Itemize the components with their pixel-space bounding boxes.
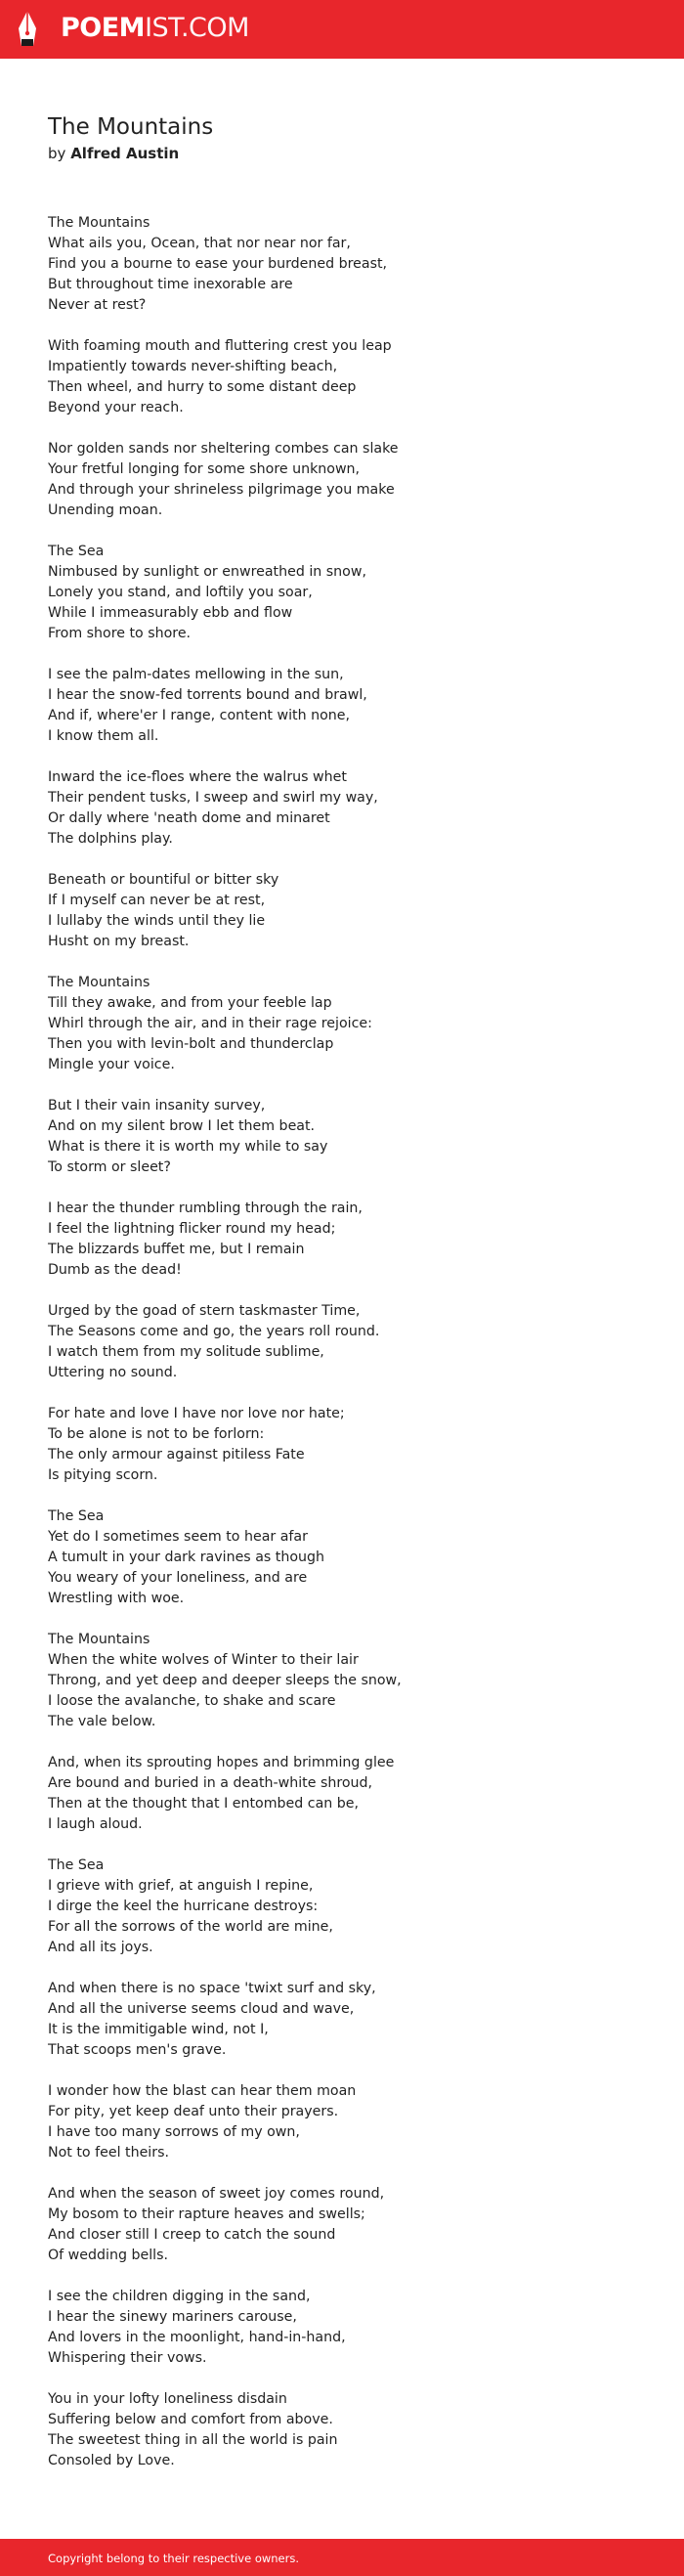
poem-line: I loose the avalanche, to shake and scare: [48, 1693, 336, 1709]
poem-line: My bosom to their rapture heaves and swells;: [48, 2206, 365, 2222]
poem-stanza: [48, 1096, 634, 1178]
brand-light: IST.COM: [145, 13, 249, 43]
poem-line: With foaming mouth and fluttering crest you leap: [48, 338, 392, 354]
poem-line: For all the sorrows of the world are mine,: [48, 1919, 333, 1935]
poem-line: And if, where'er I range, content with none,: [48, 708, 351, 723]
poem-stanza: [48, 2081, 634, 2163]
poem-stanza: [48, 1404, 634, 1486]
poem-stanza: [48, 439, 634, 521]
poem-line: Throng, and yet deep and deeper sleeps the snow,: [48, 1673, 402, 1688]
poem-line: Then you with levin-bolt and thunderclap: [48, 1036, 334, 1052]
poem-line: But throughout time inexorable are: [48, 277, 293, 292]
poem-line: For pity, yet keep deaf unto their prayers.: [48, 2104, 339, 2119]
poem-stanza: [48, 1630, 634, 1732]
poem-line: It is the immitigable wind, not I,: [48, 2022, 269, 2037]
copyright-text: Copyright belong to their respective owners.: [48, 2552, 300, 2565]
poem-stanza: [48, 1301, 634, 1383]
poem-line: Your fretful longing for some shore unknown,: [48, 461, 361, 477]
poem-line: And all its joys.: [48, 1940, 153, 1955]
poem-title: The Mountains: [48, 114, 214, 140]
poem-line: I laugh aloud.: [48, 1816, 143, 1832]
poem-line: And when there is no space 'twixt surf and sky,: [48, 1981, 376, 1996]
poem-line: If I myself can never be at rest,: [48, 893, 266, 908]
poem-stanza: [48, 973, 634, 1075]
poem-line: While I immeasurably ebb and flow: [48, 605, 293, 621]
poem-line: Mingle your voice.: [48, 1057, 175, 1072]
poem-stanza: [48, 1506, 634, 1609]
poem-line: Then at the thought that I entombed can be,: [48, 1796, 360, 1812]
poem-line: Their pendent tusks, I sweep and swirl my way,: [48, 790, 378, 806]
poem-line: I know them all.: [48, 728, 159, 744]
poem-line: Wrestling with woe.: [48, 1591, 185, 1606]
poem-line: I have too many sorrows of my own,: [48, 2124, 300, 2140]
poem-line: The dolphins play.: [48, 831, 173, 847]
poem-line: I wonder how the blast can hear them moan: [48, 2083, 357, 2099]
poem-stanza: [48, 336, 634, 418]
poem-line: The blizzards buffet me, but I remain: [48, 1242, 305, 1257]
site-header: [0, 0, 684, 59]
poem-line: For hate and love I have nor love nor hate;: [48, 1406, 345, 1421]
poem-line: Till they awake, and from your feeble lap: [48, 995, 332, 1011]
poem-line: Suffering below and comfort from above.: [48, 2412, 333, 2427]
poem-stanza: [48, 2287, 634, 2369]
poem-stanza: [48, 1856, 634, 1958]
poem-stanza: [48, 1199, 634, 1281]
poem-line: I grieve with grief, at anguish I repine,: [48, 1878, 314, 1894]
poem-line: The Mountains: [48, 975, 150, 990]
poem-line: The Sea: [48, 544, 105, 559]
poem-line: Nor golden sands nor sheltering combes can slake: [48, 441, 399, 457]
poem-line: Lonely you stand, and loftily you soar,: [48, 585, 313, 600]
poem-line: And when the season of sweet joy comes round,: [48, 2186, 385, 2202]
poem-line: I hear the sinewy mariners carouse,: [48, 2309, 297, 2325]
poem-line: I hear the snow-fed torrents bound and brawl,: [48, 687, 367, 703]
poem-line: I dirge the keel the hurricane destroys:: [48, 1899, 319, 1914]
poem-line: Dumb as the dead!: [48, 1262, 182, 1278]
brand-bold: POEM: [61, 13, 146, 43]
poem-stanza: [48, 1753, 634, 1835]
poem-line: I see the palm-dates mellowing in the sun,: [48, 667, 344, 682]
poem-line: The Mountains: [48, 215, 150, 231]
poem-line: That scoops men's grave.: [48, 2042, 227, 2058]
poem-line: And, when its sprouting hopes and brimming glee: [48, 1755, 395, 1770]
poem-stanza: [48, 2184, 634, 2266]
poem-line: And closer still I creep to catch the sound: [48, 2227, 336, 2243]
pen-nib-icon: [17, 9, 38, 48]
site-logo-text: [61, 14, 249, 43]
poem-line: Beneath or bountiful or bitter sky: [48, 872, 279, 888]
poem-line: Find you a bourne to ease your burdened breast,: [48, 256, 388, 272]
poem-stanza: [48, 2389, 634, 2471]
poem-line: The Sea: [48, 1508, 105, 1524]
poem-line: Inward the ice-floes where the walrus whet: [48, 769, 347, 785]
poem-line: Of wedding bells.: [48, 2248, 168, 2263]
poem-line: Is pitying scorn.: [48, 1467, 158, 1483]
author-name: Alfred Austin: [70, 145, 180, 162]
poem-line: Whirl through the air, and in their rage rejoice:: [48, 1016, 372, 1031]
byline: [48, 144, 179, 163]
poem-line: A tumult in your dark ravines as though: [48, 1550, 325, 1565]
poem-line: I lullaby the winds until they lie: [48, 913, 266, 929]
poem-line: I hear the thunder rumbling through the rain,: [48, 1201, 363, 1216]
poem-line: The vale below.: [48, 1714, 156, 1729]
poem-line: Whispering their vows.: [48, 2350, 207, 2366]
poem-line: Yet do I sometimes seem to hear afar: [48, 1529, 308, 1545]
poem-line: From shore to shore.: [48, 626, 192, 641]
poem-stanza: [48, 1979, 634, 2061]
poem-line: What ails you, Ocean, that nor near nor far,: [48, 236, 351, 251]
poem-stanza: [48, 870, 634, 952]
poem-line: I see the children digging in the sand,: [48, 2289, 311, 2304]
poem-line: Impatiently towards never-shifting beach,: [48, 359, 338, 374]
poem-line: What is there it is worth my while to say: [48, 1139, 328, 1155]
poem-line: The only armour against pitiless Fate: [48, 1447, 305, 1463]
poem-line: Are bound and buried in a death-white shroud,: [48, 1775, 373, 1791]
poem-line: And through your shrineless pilgrimage you make: [48, 482, 395, 498]
poem-line: I feel the lightning flicker round my head;: [48, 1221, 336, 1237]
poem-line: Then wheel, and hurry to some distant deep: [48, 379, 357, 395]
poem-line: To storm or sleet?: [48, 1159, 171, 1175]
poem-line: And lovers in the moonlight, hand-in-hand,: [48, 2330, 346, 2345]
poem-line: Not to feel theirs.: [48, 2145, 169, 2161]
poem-line: You weary of your loneliness, and are: [48, 1570, 308, 1586]
poem-line: Consoled by Love.: [48, 2453, 175, 2468]
poem-line: And on my silent brow I let them beat.: [48, 1118, 316, 1134]
poem-line: Beyond your reach.: [48, 400, 184, 415]
poem-line: You in your lofty loneliness disdain: [48, 2391, 287, 2407]
poem-line: Or dally where 'neath dome and minaret: [48, 810, 330, 826]
poem-stanza: [48, 213, 634, 316]
poem-line: The Sea: [48, 1857, 105, 1873]
poem-line: Unending moan.: [48, 502, 163, 518]
poem-line: But I their vain insanity survey,: [48, 1098, 266, 1113]
poem-line: Husht on my breast.: [48, 934, 190, 949]
site-footer: [0, 2539, 684, 2576]
poem-body: [48, 213, 634, 2492]
poem-line: Nimbused by sunlight or enwreathed in snow,: [48, 564, 366, 580]
poem-line: To be alone is not to be forlorn:: [48, 1426, 265, 1442]
poem-line: The Mountains: [48, 1632, 150, 1647]
poem-line: Never at rest?: [48, 297, 147, 313]
poem-line: When the white wolves of Winter to their lair: [48, 1652, 359, 1668]
poem-stanza: [48, 767, 634, 850]
poem-line: Urged by the goad of stern taskmaster Time,: [48, 1303, 361, 1319]
poem-line: And all the universe seems cloud and wave,: [48, 2001, 355, 2017]
poem-line: Uttering no sound.: [48, 1365, 178, 1380]
poem-line: The Seasons come and go, the years roll round.: [48, 1324, 380, 1339]
poem-stanza: [48, 542, 634, 644]
poem-stanza: [48, 665, 634, 747]
by-label: by: [48, 145, 66, 162]
poem-line: The sweetest thing in all the world is pain: [48, 2432, 338, 2448]
poem-line: I watch them from my solitude sublime,: [48, 1344, 324, 1360]
